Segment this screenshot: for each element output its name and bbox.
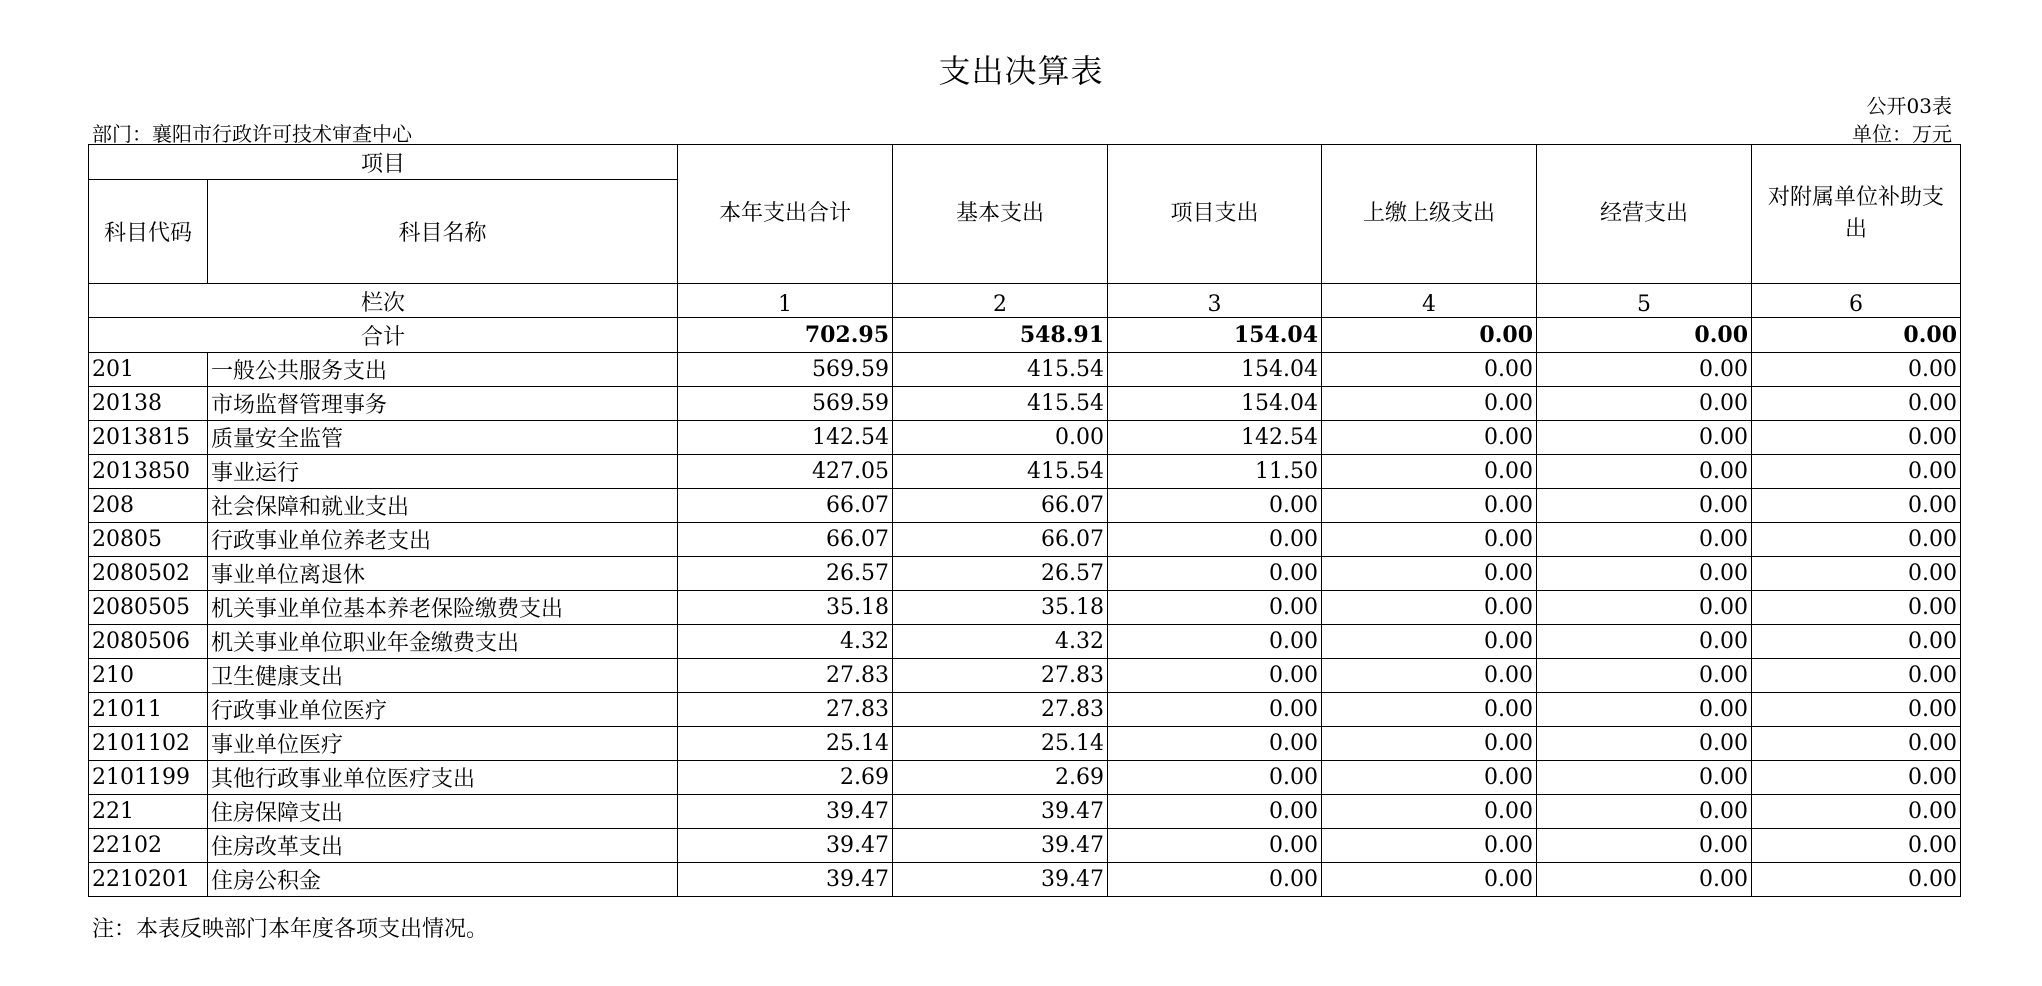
amount-cell: 35.18 [893,591,1108,625]
table-row [89,353,1961,387]
amount-cell: 66.07 [893,523,1108,557]
table-row [89,591,1961,625]
amount-cell: 0.00 [1537,523,1752,557]
amount-cell: 0.00 [1108,557,1322,591]
amount-cell: 427.05 [678,455,893,489]
subject-name: 社会保障和就业支出 [208,489,678,523]
table-row [89,557,1961,591]
header-col-3: 项目支出 [1108,145,1322,284]
amount-cell: 0.00 [1322,829,1537,863]
amount-cell: 66.07 [678,523,893,557]
header-project: 项目 [89,145,678,180]
amount-cell: 0.00 [1108,489,1322,523]
subject-name: 卫生健康支出 [208,659,678,693]
subject-code: 210 [89,659,208,693]
table-row [89,387,1961,421]
amount-cell: 0.00 [1108,523,1322,557]
subject-name: 一般公共服务支出 [208,353,678,387]
subject-code: 2101199 [89,761,208,795]
amount-cell: 27.83 [678,693,893,727]
total-value: 548.91 [893,318,1108,353]
header-code: 科目代码 [89,180,208,284]
subject-name: 事业单位离退休 [208,557,678,591]
amount-cell: 0.00 [1752,829,1961,863]
amount-cell: 0.00 [1752,353,1961,387]
amount-cell: 0.00 [1537,761,1752,795]
amount-cell: 0.00 [1322,489,1537,523]
subject-code: 208 [89,489,208,523]
header-col-1: 本年支出合计 [678,145,893,284]
amount-cell: 66.07 [678,489,893,523]
index-cell: 2 [893,284,1108,318]
subject-name: 机关事业单位基本养老保险缴费支出 [208,591,678,625]
total-value: 0.00 [1537,318,1752,353]
amount-cell: 0.00 [1752,727,1961,761]
amount-cell: 0.00 [1537,421,1752,455]
department-label: 部门：襄阳市行政许可技术审查中心 [92,122,412,146]
amount-cell: 0.00 [1322,693,1537,727]
total-value: 0.00 [1752,318,1961,353]
subject-code: 221 [89,795,208,829]
amount-cell: 0.00 [1537,489,1752,523]
header-col-5: 经营支出 [1537,145,1752,284]
amount-cell: 0.00 [1537,727,1752,761]
amount-cell: 415.54 [893,353,1108,387]
amount-cell: 0.00 [1108,795,1322,829]
amount-cell: 0.00 [1322,625,1537,659]
amount-cell: 0.00 [1752,761,1961,795]
amount-cell: 0.00 [1537,829,1752,863]
subject-name: 住房公积金 [208,863,678,897]
amount-cell: 0.00 [1108,863,1322,897]
amount-cell: 0.00 [1108,625,1322,659]
amount-cell: 0.00 [1108,693,1322,727]
amount-cell: 0.00 [1108,659,1322,693]
header-name: 科目名称 [208,180,678,284]
expenditure-table [88,144,1961,897]
amount-cell: 0.00 [1537,353,1752,387]
table-row [89,693,1961,727]
amount-cell: 0.00 [1752,625,1961,659]
amount-cell: 0.00 [1752,387,1961,421]
amount-cell: 27.83 [893,659,1108,693]
amount-cell: 0.00 [1537,557,1752,591]
index-cell: 3 [1108,284,1322,318]
amount-cell: 0.00 [1752,523,1961,557]
amount-cell: 0.00 [1322,761,1537,795]
amount-cell: 0.00 [1537,659,1752,693]
amount-cell: 415.54 [893,455,1108,489]
index-cell: 4 [1322,284,1537,318]
amount-cell: 39.47 [893,863,1108,897]
table-row [89,761,1961,795]
amount-cell: 4.32 [893,625,1108,659]
table-row [89,421,1961,455]
amount-cell: 27.83 [678,659,893,693]
amount-cell: 0.00 [1752,693,1961,727]
amount-cell: 0.00 [1752,591,1961,625]
total-value: 0.00 [1322,318,1537,353]
header-col-2: 基本支出 [893,145,1108,284]
header-col-6: 对附属单位补助支出 [1752,145,1961,284]
amount-cell: 2.69 [678,761,893,795]
subject-name: 其他行政事业单位医疗支出 [208,761,678,795]
subject-code: 2013850 [89,455,208,489]
amount-cell: 0.00 [1322,795,1537,829]
amount-cell: 0.00 [1322,455,1537,489]
subject-name: 行政事业单位养老支出 [208,523,678,557]
amount-cell: 0.00 [1108,727,1322,761]
amount-cell: 0.00 [1537,387,1752,421]
subject-name: 质量安全监管 [208,421,678,455]
amount-cell: 35.18 [678,591,893,625]
amount-cell: 0.00 [1322,727,1537,761]
subject-code: 21011 [89,693,208,727]
amount-cell: 27.83 [893,693,1108,727]
amount-cell: 26.57 [893,557,1108,591]
amount-cell: 0.00 [1322,523,1537,557]
table-row [89,455,1961,489]
index-cell: 5 [1537,284,1752,318]
table-row [89,829,1961,863]
amount-cell: 154.04 [1108,387,1322,421]
amount-cell: 415.54 [893,387,1108,421]
amount-cell: 569.59 [678,387,893,421]
subject-name: 市场监督管理事务 [208,387,678,421]
form-number: 公开03表 [1866,94,1952,118]
amount-cell: 0.00 [1322,387,1537,421]
amount-cell: 142.54 [1108,421,1322,455]
subject-name: 事业运行 [208,455,678,489]
amount-cell: 0.00 [1537,863,1752,897]
amount-cell: 0.00 [1322,659,1537,693]
table-row [89,659,1961,693]
header-col-4: 上缴上级支出 [1322,145,1537,284]
subject-code: 2101102 [89,727,208,761]
amount-cell: 39.47 [893,795,1108,829]
amount-cell: 0.00 [1322,863,1537,897]
amount-cell: 26.57 [678,557,893,591]
total-value: 154.04 [1108,318,1322,353]
subject-name: 住房改革支出 [208,829,678,863]
amount-cell: 0.00 [893,421,1108,455]
amount-cell: 0.00 [1752,489,1961,523]
amount-cell: 0.00 [1537,693,1752,727]
footnote: 注：本表反映部门本年度各项支出情况。 [92,917,489,942]
table-row [89,863,1961,897]
amount-cell: 0.00 [1752,795,1961,829]
subject-code: 2013815 [89,421,208,455]
subject-code: 20805 [89,523,208,557]
subject-code: 2080506 [89,625,208,659]
amount-cell: 0.00 [1322,591,1537,625]
amount-cell: 39.47 [678,829,893,863]
amount-cell: 0.00 [1322,353,1537,387]
amount-cell: 4.32 [678,625,893,659]
subject-code: 2080505 [89,591,208,625]
amount-cell: 39.47 [678,863,893,897]
amount-cell: 0.00 [1752,659,1961,693]
table-row [89,625,1961,659]
subject-code: 22102 [89,829,208,863]
total-value: 702.95 [678,318,893,353]
subject-code: 2080502 [89,557,208,591]
subject-name: 住房保障支出 [208,795,678,829]
table-row [89,523,1961,557]
index-cell: 6 [1752,284,1961,318]
amount-cell: 154.04 [1108,353,1322,387]
amount-cell: 569.59 [678,353,893,387]
report-title: 支出决算表 [938,52,1104,90]
table-row [89,489,1961,523]
subject-code: 20138 [89,387,208,421]
table-row [89,795,1961,829]
amount-cell: 25.14 [678,727,893,761]
amount-cell: 39.47 [893,829,1108,863]
amount-cell: 0.00 [1108,761,1322,795]
index-cell: 1 [678,284,893,318]
amount-cell: 142.54 [678,421,893,455]
table-row [89,727,1961,761]
amount-cell: 0.00 [1322,421,1537,455]
subject-name: 行政事业单位医疗 [208,693,678,727]
amount-cell: 25.14 [893,727,1108,761]
index-label: 栏次 [89,284,678,318]
total-label: 合计 [89,318,678,353]
amount-cell: 39.47 [678,795,893,829]
amount-cell: 0.00 [1537,795,1752,829]
amount-cell: 0.00 [1752,863,1961,897]
amount-cell: 2.69 [893,761,1108,795]
subject-name: 事业单位医疗 [208,727,678,761]
amount-cell: 0.00 [1537,625,1752,659]
subject-code: 201 [89,353,208,387]
amount-cell: 11.50 [1108,455,1322,489]
unit-label: 单位：万元 [1852,122,1952,146]
amount-cell: 0.00 [1108,829,1322,863]
amount-cell: 0.00 [1108,591,1322,625]
amount-cell: 0.00 [1752,557,1961,591]
amount-cell: 0.00 [1537,591,1752,625]
amount-cell: 66.07 [893,489,1108,523]
amount-cell: 0.00 [1322,557,1537,591]
subject-code: 2210201 [89,863,208,897]
amount-cell: 0.00 [1752,421,1961,455]
amount-cell: 0.00 [1537,455,1752,489]
subject-name: 机关事业单位职业年金缴费支出 [208,625,678,659]
amount-cell: 0.00 [1752,455,1961,489]
